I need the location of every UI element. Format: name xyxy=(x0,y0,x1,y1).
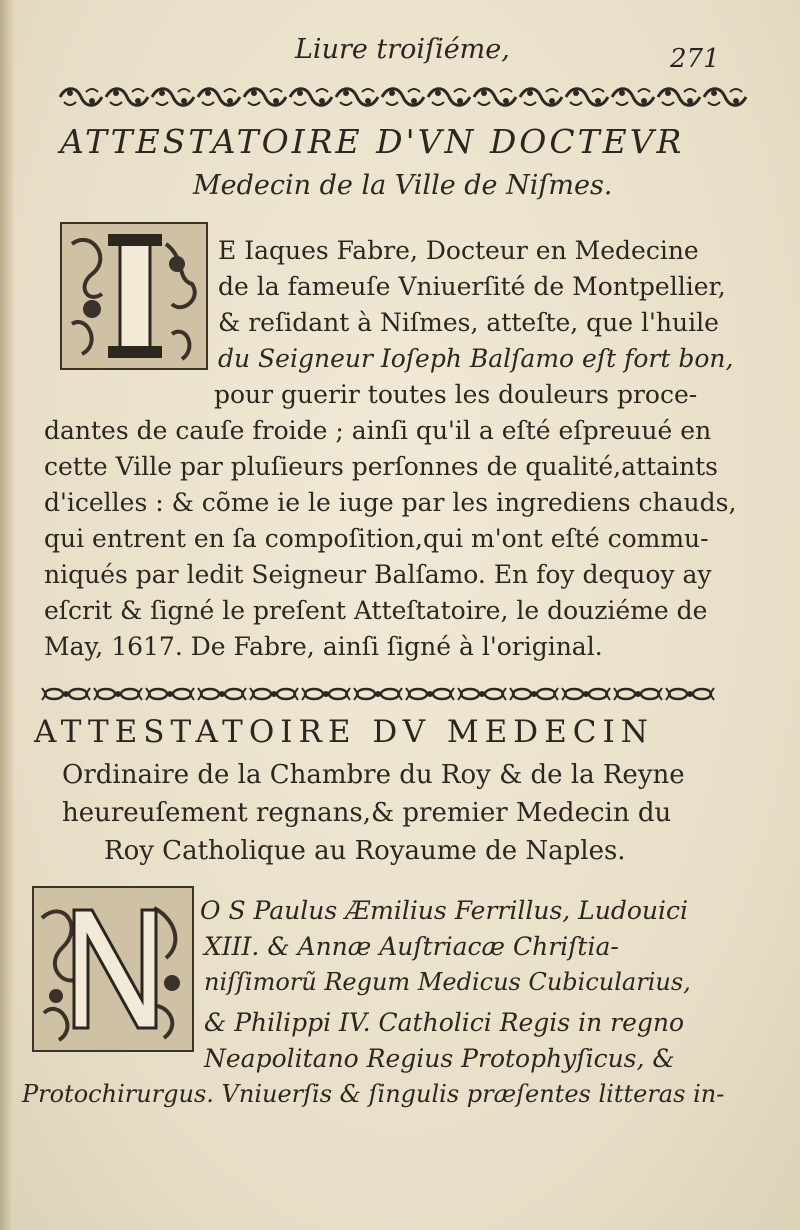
s1-line-8: d'icelles : & cõme ie le iuge par les ingrediens chauds, xyxy=(44,488,737,517)
section1-subtitle: Medecin de la Ville de Niſmes. xyxy=(193,170,613,201)
ornament-band-top xyxy=(58,84,748,110)
running-head-title: Liure troiſiéme, xyxy=(295,34,510,65)
s2-latin-line-1: O S Paulus Æmilius Ferrillus, Ludouici xyxy=(200,896,689,925)
s1-line-6: dantes de cauſe froide ; ainſi qu'il a eſté eſpreuué en xyxy=(44,416,712,445)
page-number: 271 xyxy=(670,44,720,74)
s1-line-7: cette Ville par pluſieurs perſonnes de qualité,attaints xyxy=(44,452,718,481)
s1-line-12: May, 1617. De Fabre, ainſi ſigné à l'original. xyxy=(44,632,603,661)
s1-line-4: du Seigneur Ioſeph Balſamo eſt fort bon, xyxy=(218,344,734,373)
s1-line-10: niqués par ledit Seigneur Balſamo. En foy dequoy ay xyxy=(44,560,712,589)
section1-title: ATTESTATOIRE D'VN DOCTEVR xyxy=(60,122,685,161)
s1-line-1: E Iaques Fabre, Docteur en Medecine xyxy=(218,236,699,265)
s2-subtitle-1: Ordinaire de la Chambre du Roy & de la Reyne xyxy=(62,760,685,790)
s2-subtitle-2: heureuſement regnans,& premier Medecin du xyxy=(62,798,672,828)
s2-latin-line-5: Neapolitano Regius Protophyſicus, & xyxy=(204,1044,675,1073)
running-head xyxy=(0,30,800,74)
s1-line-3: & reſidant à Niſmes, atteſte, que l'huile xyxy=(218,308,719,337)
s1-line-2: de la fameuſe Vniuerſité de Montpellier, xyxy=(218,272,726,301)
s2-latin-line-3: niſſimorũ Regum Medicus Cubicularius, xyxy=(204,968,691,996)
dropcap-i xyxy=(60,222,208,370)
s2-latin-line-2: XIII. & Annæ Auſtriacæ Chriſtia- xyxy=(204,932,619,961)
s1-line-9: qui entrent en ſa compoſition,qui m'ont eſté commu- xyxy=(44,524,709,553)
s2-subtitle-3: Roy Catholique au Royaume de Naples. xyxy=(104,836,626,866)
page-gutter-shadow xyxy=(0,0,14,1230)
ornament-band-middle xyxy=(40,684,716,704)
dropcap-n xyxy=(32,886,194,1052)
section2-title: ATTESTATOIRE DV MEDECIN xyxy=(34,714,654,750)
s1-line-5: pour guerir toutes les douleurs proce- xyxy=(214,380,698,409)
s2-latin-line-4: & Philippi IV. Catholici Regis in regno xyxy=(204,1008,685,1037)
s2-latin-line-6: Protochirurgus. Vniuerſis & ſingulis præſentes litteras in- xyxy=(22,1080,725,1108)
s1-line-11: eſcrit & ſigné le preſent Atteſtatoire, le douziéme de xyxy=(44,596,708,625)
